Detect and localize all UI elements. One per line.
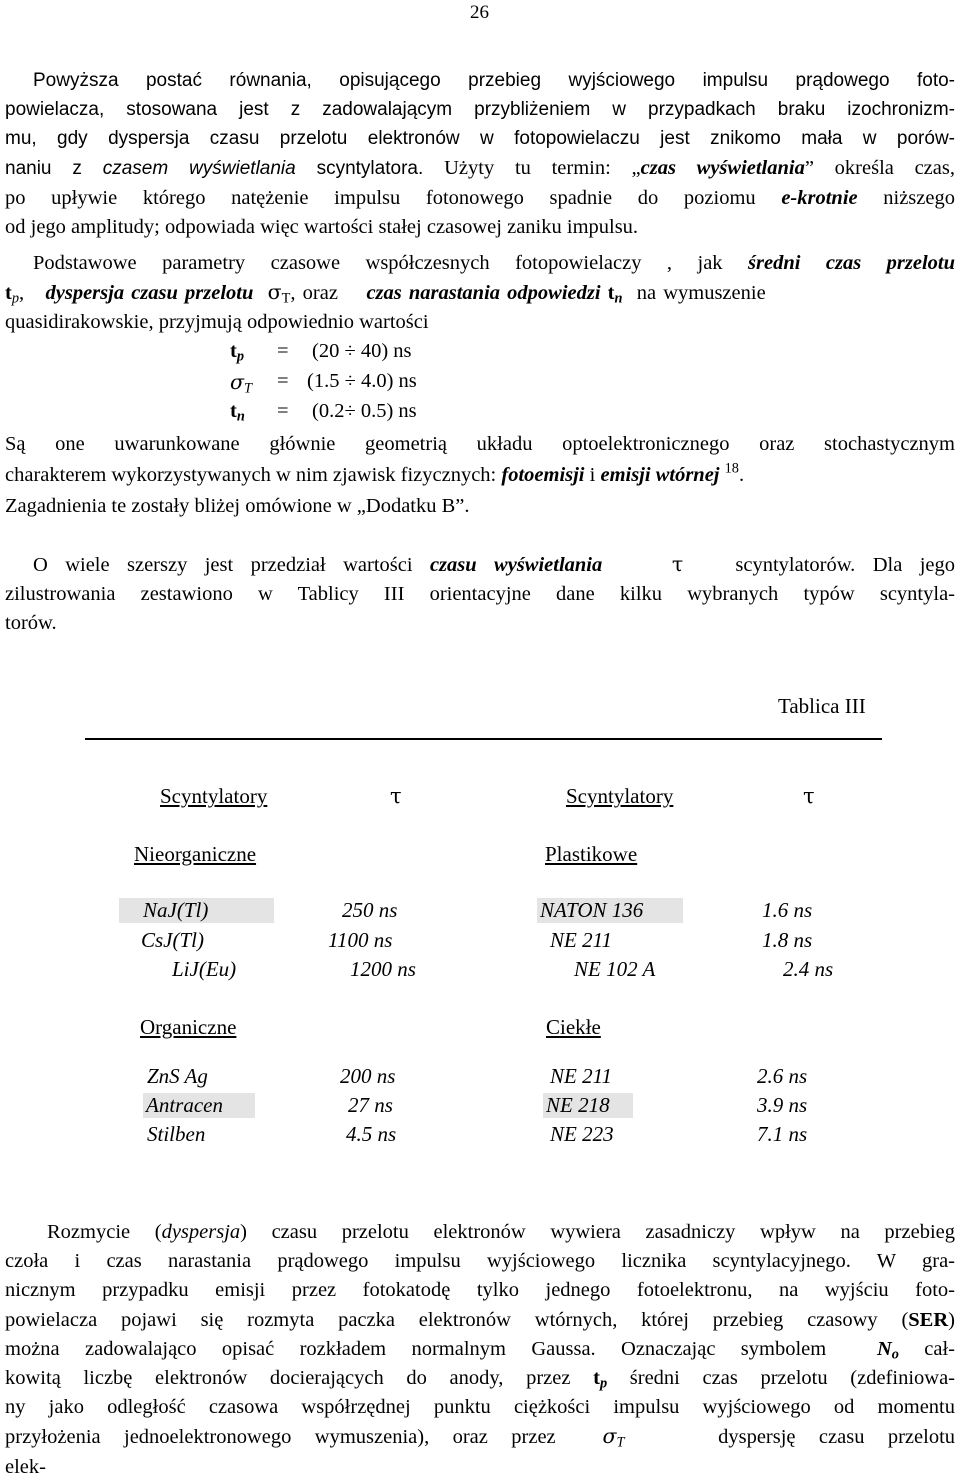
row-csj-value: 1100 ns xyxy=(328,928,393,952)
row-ne211b-value: 2.6 ns xyxy=(757,1064,808,1088)
row-csj-name: CsJ(Tl) xyxy=(141,928,204,952)
group-nieorganiczne: Nieorganiczne xyxy=(134,842,257,866)
table-header-scyntylatory-left: Scyntylatory xyxy=(160,784,268,808)
row-ne211-name: NE 211 xyxy=(550,928,613,952)
paragraph-1 xyxy=(5,66,955,183)
table-header-tau-left: τ xyxy=(390,784,402,808)
para2-line-3: quasidirakowskie, przyjmują odpowiednio wartości xyxy=(5,311,429,334)
para2-line-1: Podstawowe parametry czasowe współczesnych fotopowielaczy , jak średni czas przelotu xyxy=(33,252,955,274)
row-ne218-value: 3.9 ns xyxy=(757,1093,808,1117)
row-stilben-name: Stilben xyxy=(147,1122,206,1146)
para5-line-7: ny jako odległość czasowa współrzędnej punktu ciężkości impulsu wyjściowego od momentu xyxy=(5,1396,955,1419)
row-naton-value: 1.6 ns xyxy=(762,898,813,922)
para4-line-1: O wiele szerszy jest przedział wartości czasu wyświetlania τ scyntylatorów. Dla jego xyxy=(33,552,955,576)
table-caption: Tablica III xyxy=(778,694,866,718)
row-zns-value: 200 ns xyxy=(340,1064,396,1088)
row-lij-value: 1200 ns xyxy=(350,957,416,981)
table-header-scyntylatory-right: Scyntylatory xyxy=(566,784,674,808)
para5-line-6: kowitą liczbę elektronów docierających do anody, przez $t_p$ średni czas przelotu (zdefiniowa- xyxy=(5,1367,956,1392)
paragraph-4 xyxy=(5,550,955,639)
formula-tp: $t_p$ xyxy=(230,340,244,365)
row-antracen-value: 27 ns xyxy=(348,1093,393,1117)
paragraph-2 xyxy=(5,249,955,338)
para5-line-2: czoła i czas narastania prądowego impulsu wyjściowego licznika scyntylacyjnego. W gra- xyxy=(5,1250,955,1273)
row-naj-name: NaJ(Tl) xyxy=(119,898,274,923)
para3-line-1: Są one uwarunkowane głównie geometrią układu optoelektronicznego oraz stochastycznym xyxy=(5,433,955,455)
row-zns-name: ZnS Ag xyxy=(147,1064,208,1088)
row-naton-name: NATON 136 xyxy=(537,898,683,923)
row-naj-value: 250 ns xyxy=(342,898,398,922)
para1-line-4: naniu z czasem wyświetlania scyntylatora. Użyty tu termin: „czas wyświetlania” określa czas, xyxy=(5,156,955,179)
formula-sigma-eq: = xyxy=(277,370,289,392)
group-plastikowe: Plastikowe xyxy=(545,842,638,866)
para1-line-5: po upływie którego natężenie impulsu fotonowego spadnie do poziomu e-krotnie niższego xyxy=(5,187,955,209)
paragraph-3 xyxy=(5,429,955,522)
table-top-rule xyxy=(85,738,882,740)
para5-line-9: elek- xyxy=(5,1455,46,1478)
para5-line-5: można zadowalająco opisać rozkładem normalnym Gaussa. Oznaczając symbolem $N_o$ cał- xyxy=(5,1337,955,1363)
para1-line-1: Powyższa postać równania, opisującego przebieg wyjściowego impulsu prądowego foto- xyxy=(33,70,955,91)
para3-line-2: charakterem wykorzystywanych w nim zjawisk fizycznych: fotoemisji i emisji wtórnej $^{18}$. xyxy=(5,460,745,486)
row-ne218-name: NE 218 xyxy=(543,1093,633,1118)
formula-sigma: $\sigma_T$ xyxy=(230,370,252,397)
paragraph-5 xyxy=(5,1218,955,1482)
para5-line-4: powielacza pojawi się rozmyta paczka elektronów wtórnych, której przebieg czasowy (SER) xyxy=(5,1308,955,1331)
row-ne102a-value: 2.4 ns xyxy=(783,957,834,981)
table-header-tau-right: τ xyxy=(803,784,815,808)
formula-tn-value: (0.2÷ 0.5) ns xyxy=(312,400,417,422)
row-stilben-value: 4.5 ns xyxy=(346,1122,397,1146)
group-organiczne: Organiczne xyxy=(140,1015,237,1039)
formula-tp-value: (20 ÷ 40) ns xyxy=(312,340,412,362)
para1-line-6: od jego amplitudy; odpowiada więc wartości stałej czasowej zaniku impulsu. xyxy=(5,216,639,239)
para3-line-3: Zagadnienia te zostały bliżej omówione w „Dodatku B”. xyxy=(5,495,470,517)
paragraph-1-cont xyxy=(5,184,955,242)
para1-line-3: mu, gdy dyspersja czasu przelotu elektronów w fotopowielaczu jest znikomo mała w porów- xyxy=(5,128,955,150)
row-ne223-value: 7.1 ns xyxy=(757,1122,808,1146)
para5-line-3: nicznym przypadku emisji przez fotokatodę tylko jednego fotoelektronu, na wyjściu foto- xyxy=(5,1279,955,1302)
row-ne211b-name: NE 211 xyxy=(550,1064,613,1088)
row-ne223-name: NE 223 xyxy=(550,1122,614,1146)
row-lij-name: LiJ(Eu) xyxy=(172,957,237,981)
formula-sigma-value: (1.5 ÷ 4.0) ns xyxy=(307,370,417,392)
formula-tp-eq: = xyxy=(277,340,289,362)
row-ne211-value: 1.8 ns xyxy=(762,928,813,952)
para4-line-3: torów. xyxy=(5,612,57,635)
group-ciekle: Ciekłe xyxy=(546,1015,601,1039)
formula-tn: $t_n$ xyxy=(230,400,245,425)
page-number: 26 xyxy=(470,2,489,23)
para5-line-1: Rozmycie (dyspersja) czasu przelotu elektronów wywiera zasadniczy wpływ na przebieg xyxy=(47,1221,955,1243)
formula-tn-eq: = xyxy=(277,400,289,422)
row-ne102a-name: NE 102 A xyxy=(574,957,656,981)
para1-line-2: powielacza, stosowana jest z zadowalającym przybliżeniem w przypadkach braku izochronizm- xyxy=(5,99,955,121)
para2-line-2: $t_p$, dyspersja czasu przelotu $\sigma_T$, oraz czas narastania odpowiedzi $t_n$ na wymuszenie xyxy=(5,280,766,307)
para5-line-8: przyłożenia jednoelektronowego wymuszenia), oraz przez $\sigma_T$ dyspersję czasu przelotu xyxy=(5,1424,956,1451)
para4-line-2: zilustrowania zestawiono w Tablicy III orientacyjne dane kilku wybranych typów scyntyla- xyxy=(5,583,955,606)
row-antracen-name: Antracen xyxy=(143,1093,255,1118)
